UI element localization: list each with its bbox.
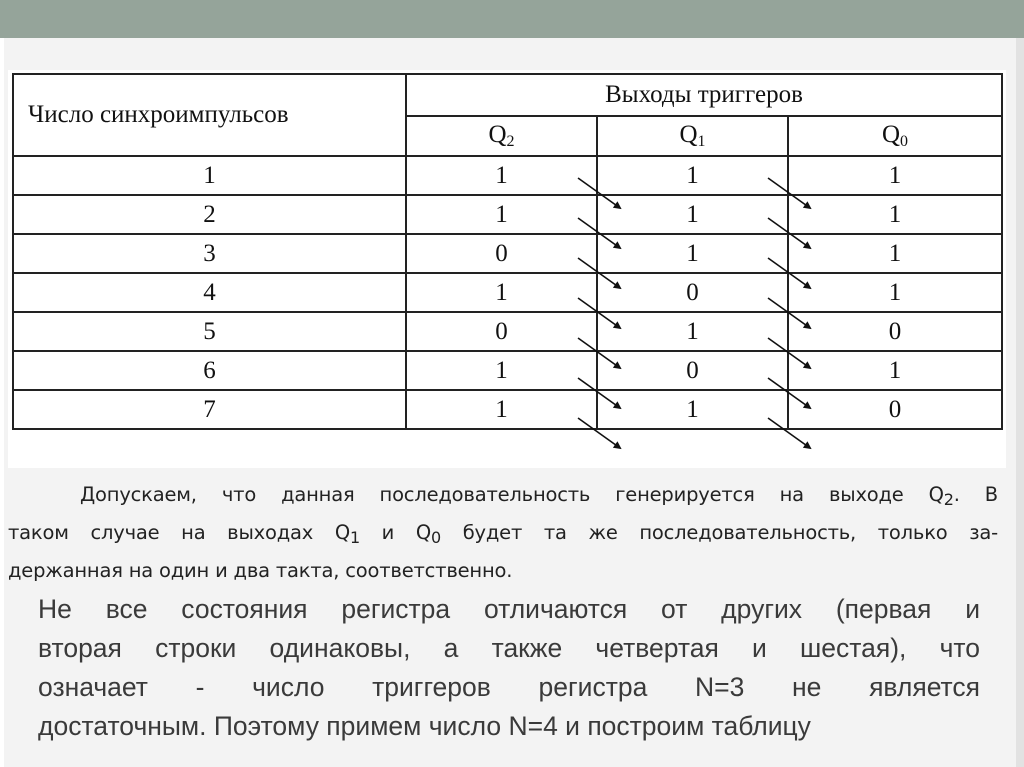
cell-q0: 1 <box>788 195 1002 234</box>
body-paragraph <box>38 590 980 746</box>
table-row <box>13 234 1002 273</box>
cell-q0: 0 <box>788 390 1002 429</box>
cell-q0: 0 <box>788 312 1002 351</box>
cell-q1: 0 <box>597 351 788 390</box>
cell-pulse-number: 2 <box>13 195 406 234</box>
header-sync-pulses: Число синхроимпульсов <box>13 74 406 156</box>
body-line-1: Не все состояния регистра отличаются от других (первая и <box>38 594 980 624</box>
body-line-4: достаточным. Поэтому примем число N=4 и построим таблицу <box>38 711 811 741</box>
cell-q0: 1 <box>788 156 1002 195</box>
cell-q1: 1 <box>597 234 788 273</box>
cell-q2: 1 <box>406 390 597 429</box>
header-trigger-outputs: Выходы триггеров <box>406 74 1002 116</box>
slide-left-edge <box>0 38 4 767</box>
table-row <box>13 273 1002 312</box>
column-header-q0: $Q_0$ <box>788 116 1002 156</box>
scan-line-2: таком случае на выходах $Q_1$ и $Q_0$ будет та же последовательность, только за- <box>8 521 998 547</box>
column-header-q2: $Q_2$ <box>406 116 597 156</box>
column-header-q1: $Q_1$ <box>597 116 788 156</box>
body-line-3: означает - число триггеров регистра N=3 не является <box>38 672 980 702</box>
cell-q0: 1 <box>788 351 1002 390</box>
cell-q0: 1 <box>788 273 1002 312</box>
body-line-2: вторая строки одинаковы, а также четвертая и шестая), что <box>38 633 980 663</box>
cell-pulse-number: 7 <box>13 390 406 429</box>
cell-pulse-number: 1 <box>13 156 406 195</box>
scan-line-3: держанная на один и два такта, соответственно. <box>8 559 513 582</box>
cell-q1: 1 <box>597 195 788 234</box>
table-row <box>13 351 1002 390</box>
top-band <box>0 0 1024 38</box>
slide-right-edge <box>1016 38 1024 767</box>
cell-q0: 1 <box>788 234 1002 273</box>
cell-q1: 1 <box>597 390 788 429</box>
cell-q2: 1 <box>406 273 597 312</box>
cell-pulse-number: 3 <box>13 234 406 273</box>
table-row <box>13 156 1002 195</box>
table-row <box>13 312 1002 351</box>
trigger-table <box>12 73 1003 430</box>
cell-q2: 0 <box>406 234 597 273</box>
trigger-table-image <box>8 70 1006 468</box>
cell-pulse-number: 6 <box>13 351 406 390</box>
cell-q2: 1 <box>406 351 597 390</box>
cell-q2: 1 <box>406 195 597 234</box>
cell-q1: 0 <box>597 273 788 312</box>
scan-line-1: Допускаем, что данная последовательность генерируется на выходе $Q_2$. В <box>80 483 998 509</box>
cell-q2: 1 <box>406 156 597 195</box>
table-row <box>13 195 1002 234</box>
cell-pulse-number: 4 <box>13 273 406 312</box>
scanned-paragraph <box>8 478 998 587</box>
cell-pulse-number: 5 <box>13 312 406 351</box>
cell-q1: 1 <box>597 312 788 351</box>
cell-q1: 1 <box>597 156 788 195</box>
table-row <box>13 390 1002 429</box>
cell-q2: 0 <box>406 312 597 351</box>
